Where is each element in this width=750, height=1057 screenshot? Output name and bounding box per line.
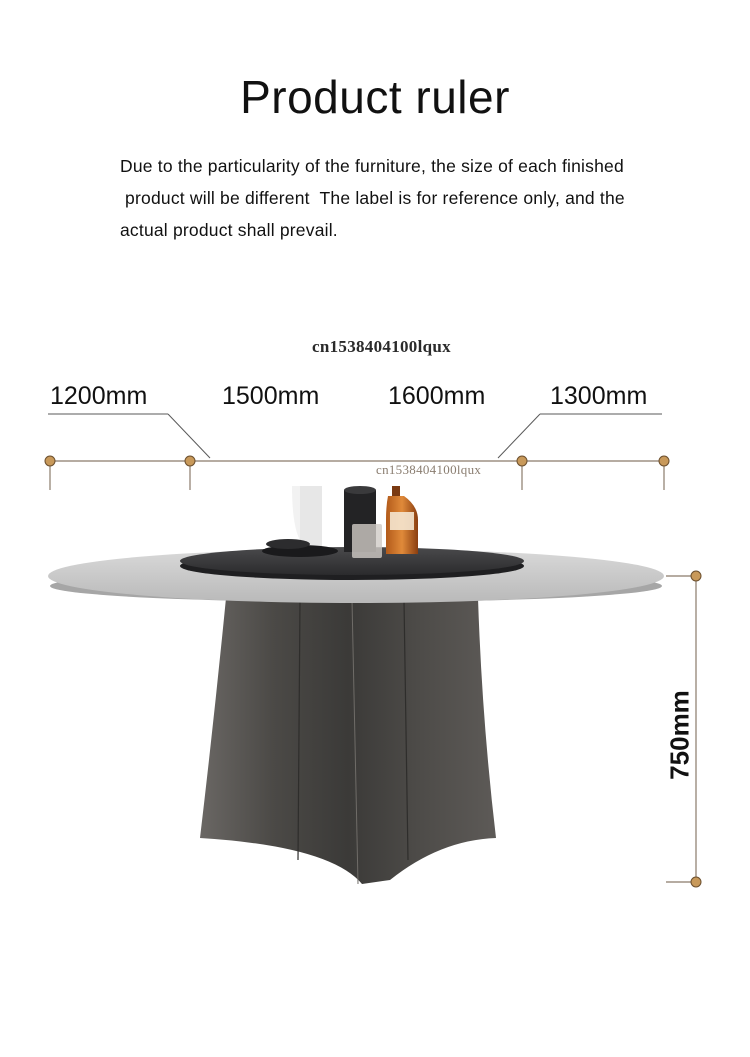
diameter-leader-right: [498, 414, 662, 458]
height-label: 750mm: [664, 690, 695, 780]
disclaimer-line: product will be different The label is for reference only, and the: [120, 188, 625, 208]
disclaimer-line: actual product shall prevail.: [120, 220, 338, 240]
diameter-label-1500: 1500mm: [222, 382, 320, 410]
diameter-label-1300: 1300mm: [550, 382, 648, 410]
diameter-leader-left: [48, 414, 210, 458]
marker-dot: [691, 877, 701, 887]
marker-dot: [517, 456, 527, 466]
store-watermark-secondary: cn1538404100lqux: [376, 462, 482, 477]
diameter-measure-line: [50, 461, 664, 490]
table-base: [200, 598, 496, 884]
disclaimer-line: Due to the particularity of the furniture, the size of each finished: [120, 156, 624, 176]
marker-dot: [45, 456, 55, 466]
marker-dot: [691, 571, 701, 581]
page-title: Product ruler: [240, 71, 510, 123]
marker-dot: [659, 456, 669, 466]
diameter-label-1200: 1200mm: [50, 382, 148, 410]
marker-dot: [185, 456, 195, 466]
diameter-label-1600: 1600mm: [388, 382, 486, 410]
store-watermark: cn1538404100lqux: [312, 337, 451, 356]
